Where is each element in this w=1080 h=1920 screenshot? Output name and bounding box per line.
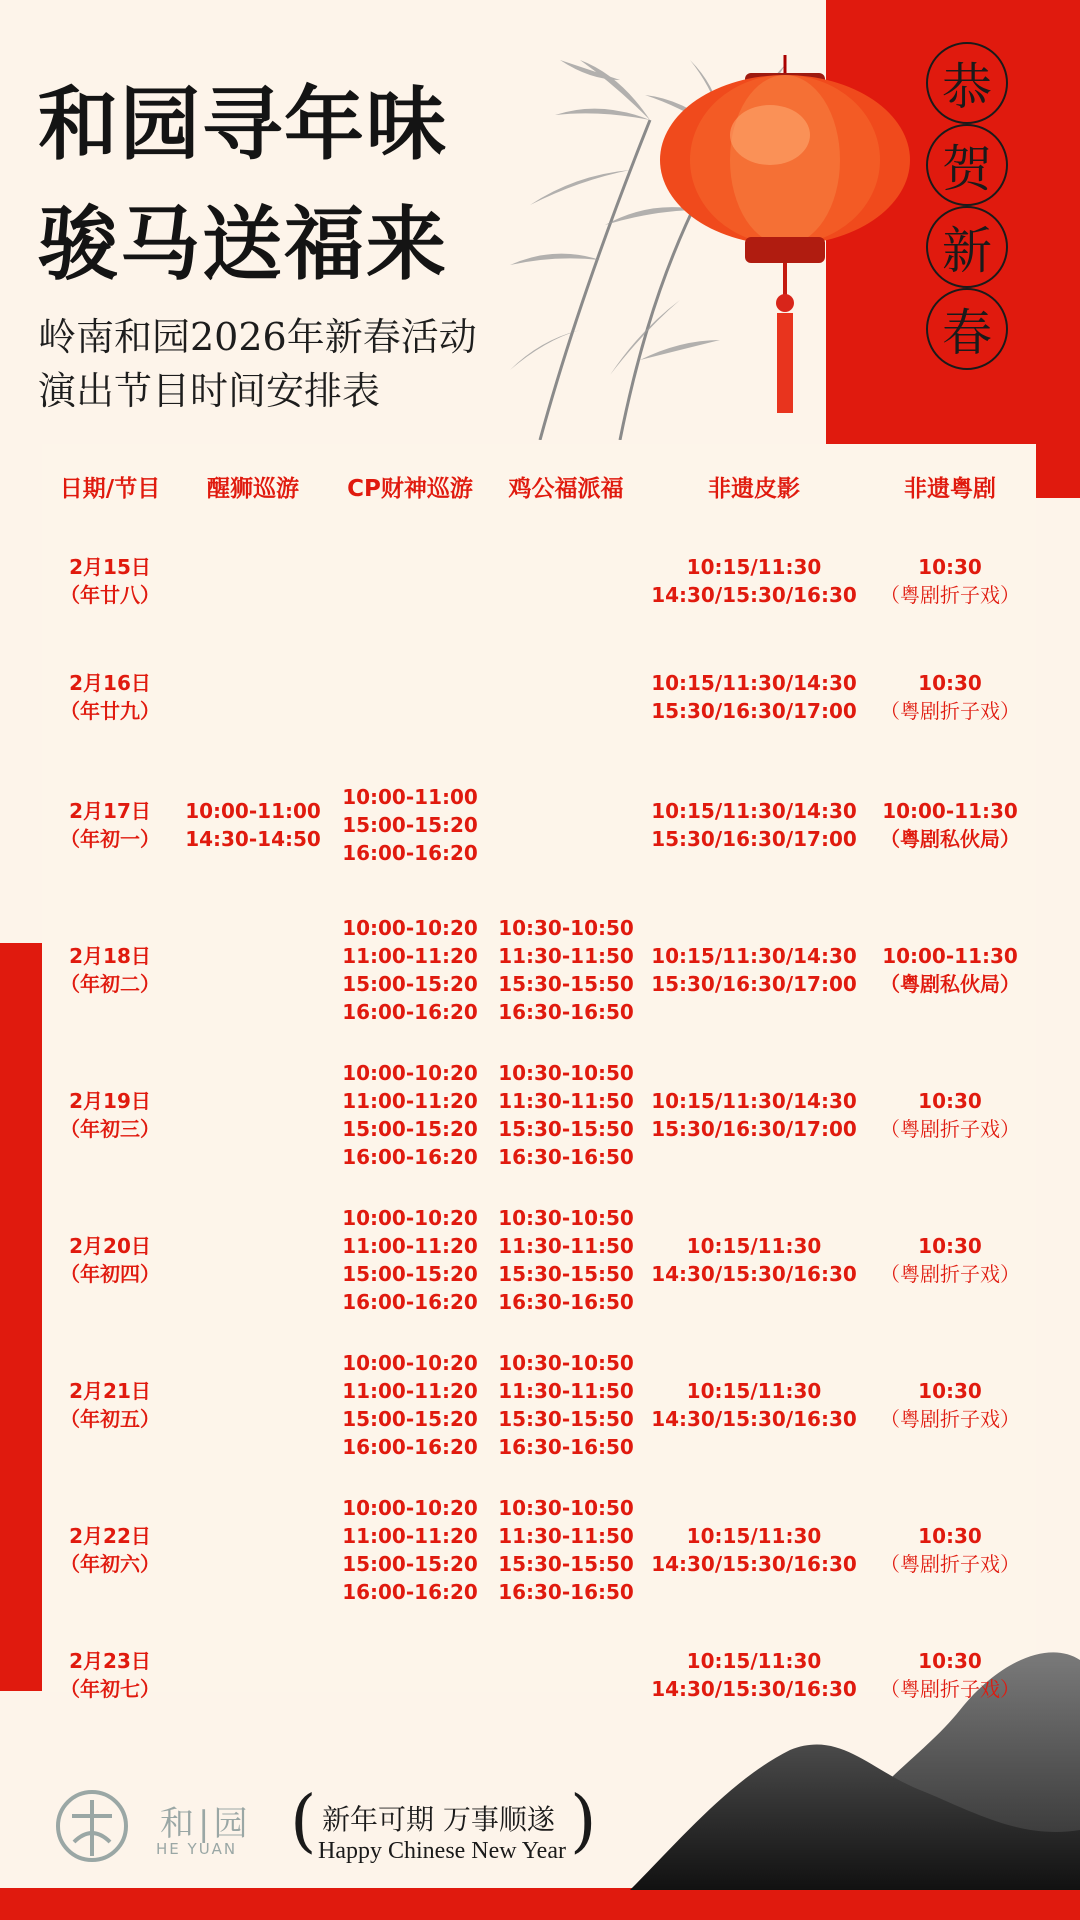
cell-line: （粤剧折子戏） — [880, 1407, 1020, 1431]
cell-line: 16:30-16:50 — [498, 1000, 634, 1024]
cell-line: 10:00-11:00 — [342, 785, 478, 809]
subtitle-line1: 岭南和园2026年新春活动 — [38, 315, 477, 359]
row-shadow-times — [639, 797, 869, 853]
red-band-bottom — [0, 1888, 1080, 1920]
cell-line: 10:00-10:20 — [342, 1206, 478, 1230]
cell-line: 11:30-11:50 — [498, 944, 634, 968]
cell-line: 16:30-16:50 — [498, 1580, 634, 1604]
slogan-close-bracket: ) — [570, 1782, 597, 1861]
row-rooster-times — [491, 1204, 641, 1316]
cell-line: 15:30/16:30/17:00 — [651, 827, 857, 851]
cell-line: 11:30-11:50 — [498, 1089, 634, 1113]
cell-line: （年初三） — [60, 1117, 160, 1141]
row-shadow-times — [639, 1522, 869, 1578]
cell-line: （年初六） — [60, 1552, 160, 1576]
cell-line: 11:00-11:20 — [342, 1234, 478, 1258]
greeting-char-1: 恭 — [926, 42, 1008, 124]
cell-line: （粤剧折子戏） — [880, 699, 1020, 723]
row-shadow-times — [639, 1087, 869, 1143]
cell-line: 10:00-11:00 — [185, 799, 321, 823]
cell-line: 10:00-10:20 — [342, 1496, 478, 1520]
cell-line: 15:30-15:50 — [498, 972, 634, 996]
logo-subtext: HE YUAN — [156, 1840, 238, 1858]
cell-line: 15:30/16:30/17:00 — [651, 972, 857, 996]
row-cp-wealth-times — [325, 914, 495, 1026]
cell-line: 10:15/11:30 — [686, 1524, 822, 1548]
cell-line: （年初一） — [60, 827, 160, 851]
cell-line: 11:30-11:50 — [498, 1379, 634, 1403]
cell-line: 16:00-16:20 — [342, 1145, 478, 1169]
row-opera — [865, 797, 1035, 853]
row-shadow-times — [639, 553, 869, 609]
cell-line: 11:30-11:50 — [498, 1234, 634, 1258]
logo-text: 和|园 — [160, 1804, 252, 1844]
cell-line: （年廿八） — [60, 583, 160, 607]
cell-line: 11:30-11:50 — [498, 1524, 634, 1548]
cell-line: 10:15/11:30/14:30 — [651, 799, 857, 823]
cell-line: 10:15/11:30 — [686, 1234, 822, 1258]
page-title-line1: 和园寻年味 — [38, 77, 448, 171]
cell-line: 10:00-10:20 — [342, 916, 478, 940]
cell-line: 14:30/15:30/16:30 — [651, 1262, 857, 1286]
cell-line: 2月15日 — [69, 555, 151, 579]
cell-line: 10:15/11:30/14:30 — [651, 944, 857, 968]
cell-line: 10:15/11:30/14:30 — [651, 1089, 857, 1113]
cell-line: （粤剧折子戏） — [880, 1117, 1020, 1141]
cell-line: 10:30-10:50 — [498, 1061, 634, 1085]
row-date — [35, 1647, 185, 1703]
cell-line: 10:30 — [918, 1524, 982, 1548]
cell-line: （年初二） — [60, 972, 160, 996]
cell-line: 10:30 — [918, 1234, 982, 1258]
cell-line: 10:30-10:50 — [498, 916, 634, 940]
row-date — [35, 669, 185, 725]
cell-line: 11:00-11:20 — [342, 1524, 478, 1548]
row-opera — [865, 669, 1035, 725]
cell-line: 16:30-16:50 — [498, 1145, 634, 1169]
cell-line: （粤剧私伙局） — [880, 827, 1020, 851]
cell-line: 10:30 — [918, 555, 982, 579]
cell-line: 2月21日 — [69, 1379, 151, 1403]
row-shadow-times — [639, 1647, 869, 1703]
row-shadow-times — [639, 669, 869, 725]
cell-line: 11:00-11:20 — [342, 944, 478, 968]
cell-line: （粤剧折子戏） — [880, 1677, 1020, 1701]
cell-line: （年初五） — [60, 1407, 160, 1431]
cell-line: 14:30/15:30/16:30 — [651, 583, 857, 607]
cell-line: 16:00-16:20 — [342, 1435, 478, 1459]
row-shadow-times — [639, 1377, 869, 1433]
row-date — [35, 553, 185, 609]
row-cp-wealth-times — [325, 783, 495, 867]
row-cp-wealth-times — [325, 1349, 495, 1461]
cell-line: 14:30/15:30/16:30 — [651, 1677, 857, 1701]
row-lion-dance-times — [178, 797, 328, 853]
cell-line: 15:00-15:20 — [342, 813, 478, 837]
row-opera — [865, 942, 1035, 998]
row-cp-wealth-times — [325, 1059, 495, 1171]
cell-line: 15:30-15:50 — [498, 1117, 634, 1141]
slogan-chinese: 新年可期 万事顺遂 — [322, 1803, 555, 1836]
cell-line: 2月19日 — [69, 1089, 151, 1113]
page-title-line2: 骏马送福来 — [38, 197, 448, 291]
cell-line: （年初四） — [60, 1262, 160, 1286]
cell-line: 15:00-15:20 — [342, 1117, 478, 1141]
row-opera — [865, 553, 1035, 609]
cell-line: 2月16日 — [69, 671, 151, 695]
slogan-open-bracket: ( — [290, 1782, 317, 1861]
cell-line: 10:00-11:30 — [882, 799, 1018, 823]
greeting-char-2: 贺 — [926, 124, 1008, 206]
cell-line: 14:30-14:50 — [185, 827, 321, 851]
cell-line: 2月23日 — [69, 1649, 151, 1673]
cell-line: 10:00-10:20 — [342, 1351, 478, 1375]
cell-line: 10:15/11:30 — [686, 1649, 822, 1673]
row-opera — [865, 1647, 1035, 1703]
red-band-left — [0, 943, 44, 1691]
row-rooster-times — [491, 914, 641, 1026]
cell-line: 15:30-15:50 — [498, 1552, 634, 1576]
cell-line: 2月20日 — [69, 1234, 151, 1258]
row-cp-wealth-times — [325, 1204, 495, 1316]
cell-line: 16:00-16:20 — [342, 1580, 478, 1604]
cell-line: 16:00-16:20 — [342, 1000, 478, 1024]
cell-line: 10:30 — [918, 1089, 982, 1113]
cell-line: （年初七） — [60, 1677, 160, 1701]
greeting-char-3: 新 — [926, 206, 1008, 288]
row-date — [35, 1232, 185, 1288]
cell-line: 14:30/15:30/16:30 — [651, 1407, 857, 1431]
slogan-english: Happy Chinese New Year — [318, 1838, 566, 1864]
row-opera — [865, 1087, 1035, 1143]
row-cp-wealth-times — [325, 1494, 495, 1606]
header-cp-god-of-wealth: CP财神巡游 — [347, 476, 473, 502]
cell-line: （粤剧折子戏） — [880, 583, 1020, 607]
row-rooster-times — [491, 1494, 641, 1606]
row-opera — [865, 1522, 1035, 1578]
header-lion-dance: 醒狮巡游 — [207, 476, 299, 502]
cell-line: 10:30 — [918, 1649, 982, 1673]
cell-line: 15:30/16:30/17:00 — [651, 699, 857, 723]
row-opera — [865, 1232, 1035, 1288]
row-shadow-times — [639, 1232, 869, 1288]
cell-line: 2月18日 — [69, 944, 151, 968]
cell-line: 15:00-15:20 — [342, 972, 478, 996]
header-rooster-blessing: 鸡公福派福 — [508, 476, 624, 502]
cell-line: 2月22日 — [69, 1524, 151, 1548]
cell-line: 2月17日 — [69, 799, 151, 823]
row-date — [35, 1087, 185, 1143]
greeting-char-4: 春 — [926, 288, 1008, 370]
header-date: 日期/节目 — [59, 476, 161, 502]
row-date — [35, 797, 185, 853]
row-date — [35, 1377, 185, 1433]
cell-line: 16:30-16:50 — [498, 1435, 634, 1459]
cell-line: 10:30 — [918, 671, 982, 695]
row-rooster-times — [491, 1059, 641, 1171]
cell-line: 15:30/16:30/17:00 — [651, 1117, 857, 1141]
cell-line: 14:30/15:30/16:30 — [651, 1552, 857, 1576]
cell-line: 15:30-15:50 — [498, 1407, 634, 1431]
cell-line: 16:00-16:20 — [342, 1290, 478, 1314]
row-rooster-times — [491, 1349, 641, 1461]
subtitle-line2: 演出节目时间安排表 — [38, 369, 381, 413]
row-date — [35, 942, 185, 998]
cell-line: 10:00-11:30 — [882, 944, 1018, 968]
header-cantonese-opera: 非遗粤剧 — [904, 476, 996, 502]
red-lantern-icon — [650, 55, 920, 425]
cell-line: 10:00-10:20 — [342, 1061, 478, 1085]
cell-line: 15:00-15:20 — [342, 1407, 478, 1431]
cell-line: 10:30-10:50 — [498, 1206, 634, 1230]
cell-line: 15:30-15:50 — [498, 1262, 634, 1286]
row-shadow-times — [639, 942, 869, 998]
cell-line: （粤剧折子戏） — [880, 1552, 1020, 1576]
cell-line: （年廿九） — [60, 699, 160, 723]
cell-line: 15:00-15:20 — [342, 1552, 478, 1576]
cell-line: 10:15/11:30 — [686, 555, 822, 579]
header-shadow-puppetry: 非遗皮影 — [708, 476, 800, 502]
cell-line: 10:30-10:50 — [498, 1496, 634, 1520]
cell-line: 10:30 — [918, 1379, 982, 1403]
cell-line: 10:15/11:30 — [686, 1379, 822, 1403]
row-opera — [865, 1377, 1035, 1433]
cell-line: 11:00-11:20 — [342, 1089, 478, 1113]
cell-line: 15:00-15:20 — [342, 1262, 478, 1286]
cell-line: （粤剧私伙局） — [880, 972, 1020, 996]
cell-line: 16:00-16:20 — [342, 841, 478, 865]
cell-line: 16:30-16:50 — [498, 1290, 634, 1314]
row-date — [35, 1522, 185, 1578]
cell-line: 10:30-10:50 — [498, 1351, 634, 1375]
cell-line: （粤剧折子戏） — [880, 1262, 1020, 1286]
cell-line: 10:15/11:30/14:30 — [651, 671, 857, 695]
cell-line: 11:00-11:20 — [342, 1379, 478, 1403]
